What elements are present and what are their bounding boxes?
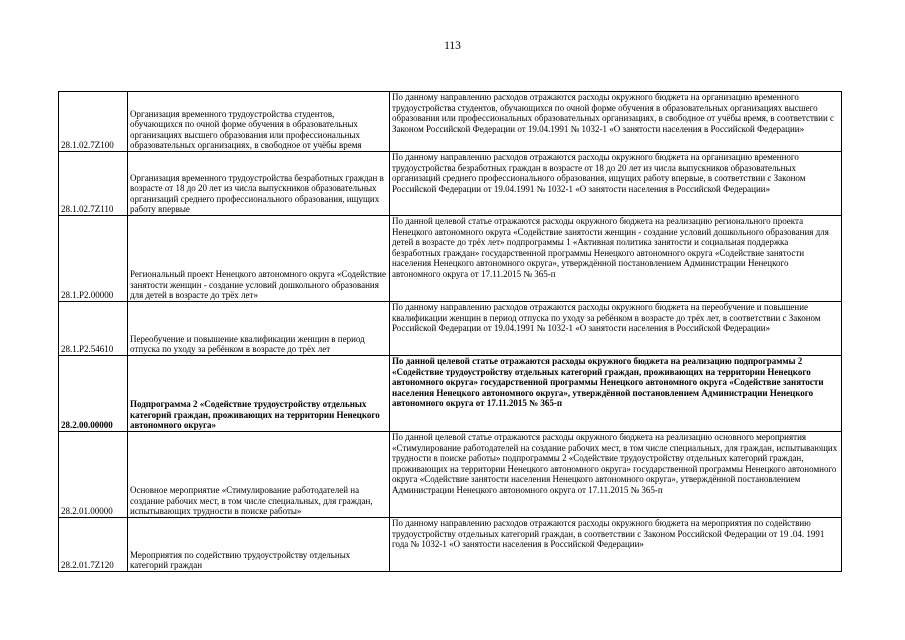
item-name-cell: Основное мероприятие «Стимулирование работодателей на создание рабочих мест, в том числе специальных, для граждан, испытывающих трудности в поиске работы» [128, 432, 390, 518]
budget-code-cell: 28.1.02.7Z110 [59, 152, 128, 216]
item-name-cell: Подпрограмма 2 «Содействие трудоустройству отдельных категорий граждан, проживающих на территории Ненецкого автономного округа» [128, 356, 390, 432]
item-name-cell: Организация временного трудоустройства безработных граждан в возрасте от 18 до 20 лет из числа выпускников образовательных организаций среднего профессионального образования, ищущих работу впервые [128, 152, 390, 216]
description-cell: По данной целевой статье отражаются расходы окружного бюджета на реализацию подпрограммы 2 «Содействие трудоустройству отдельных категорий граждан, проживающих на территории Ненецкого автономного округа» государственной программы Ненецкого автономного округа «Содействие занятости населения Ненецкого автономного округа», утверждённой постановлением Администрации Ненецкого автономного округа от 17.11.2015 № 365-п [390, 356, 842, 432]
budget-classification-table [58, 91, 842, 572]
table-row [59, 92, 842, 152]
description-cell: По данному направлению расходов отражаются расходы окружного бюджета на организацию временного трудоустройства студентов, обучающихся по очной форме обучения в образовательных организациях высшего образования или профессиональных образовательных организациях, в свободное от учёбы время, в соответствии с Законом Российской Федерации от 19.04.1991 № 1032-1 «О занятости населения в Российской Федерации» [390, 92, 842, 152]
description-cell: По данному направлению расходов отражаются расходы окружного бюджета на переобучение и повышение квалификации женщин в период отпуска по уходу за ребёнком в возрасте до трёх лет, в соответствии с Законом Российской Федерации от 19.04.1991 № 1032-1 «О занятости населения в Российской Федерации» [390, 302, 842, 356]
budget-code-cell: 28.2.01.00000 [59, 432, 128, 518]
table-row [59, 432, 842, 518]
description-cell: По данной целевой статье отражаются расходы окружного бюджета на реализацию основного мероприятия «Стимулирование работодателей на создание рабочих мест, в том числе специальных, для граждан, испытывающих трудности в поиске работы» подпрограммы 2 «Содействие трудоустройству отдельных категорий граждан, проживающих на территории Ненецкого автономного округа» государственной программы Ненецкого автономного округа «Содействие занятости населения Ненецкого автономного округа», утверждённой постановлением Администрации Ненецкого автономного округа от 17.11.2015 № 365-п [390, 432, 842, 518]
description-cell: По данному направлению расходов отражаются расходы окружного бюджета на организацию временного трудоустройства безработных граждан в возрасте от 18 до 20 лет из числа выпускников образовательных организаций среднего профессионального образования, ищущих работу впервые, в соответствии с Законом Российской Федерации от 19.04.1991 № 1032-1 «О занятости населения в Российской Федерации» [390, 152, 842, 216]
page-number: 113 [444, 40, 461, 52]
item-name-cell: Переобучение и повышение квалификации женщин в период отпуска по уходу за ребёнком в возрасте до трёх лет [128, 302, 390, 356]
table-row [59, 302, 842, 356]
table-row [59, 216, 842, 302]
item-name-cell: Мероприятия по содействию трудоустройству отдельных категорий граждан [128, 518, 390, 572]
table-row [59, 152, 842, 216]
budget-code-cell: 28.1.P2.54610 [59, 302, 128, 356]
budget-code-cell: 28.1.02.7Z100 [59, 92, 128, 152]
budget-code-cell: 28.2.01.7Z120 [59, 518, 128, 572]
item-name-cell: Региональный проект Ненецкого автономного округа «Содействие занятости женщин - создание условий дошкольного образования для детей в возрасте до трёх лет» [128, 216, 390, 302]
description-cell: По данной целевой статье отражаются расходы окружного бюджета на реализацию регионального проекта Ненецкого автономного округа «Содействие занятости женщин - создание условий дошкольного образования для детей в возрасте до трёх лет» подпрограммы 1 «Активная политика занятости и социальная поддержка безработных граждан» государственной программы Ненецкого автономного округа «Содействие занятости населения Ненецкого автономного округа», утверждённой постановлением Администрации Ненецкого автономного округа от 17.11.2015 № 365-п [390, 216, 842, 302]
table-row-subprogram [59, 356, 842, 432]
table-row [59, 518, 842, 572]
item-name-cell: Организация временного трудоустройства студентов, обучающихся по очной форме обучения в образовательных организациях высшего образования или профессиональных образовательных организациях, в свободное от учёбы время [128, 92, 390, 152]
budget-code-cell: 28.1.P2.00000 [59, 216, 128, 302]
budget-code-cell: 28.2.00.00000 [59, 356, 128, 432]
description-cell: По данному направлению расходов отражаются расходы окружного бюджета на мероприятия по содействию трудоустройству отдельных категорий граждан, в соответствии с Законом Российской Федерации от 19 .04. 1991 года № 1032-1 «О занятости населения в Российской Федерации» [390, 518, 842, 572]
